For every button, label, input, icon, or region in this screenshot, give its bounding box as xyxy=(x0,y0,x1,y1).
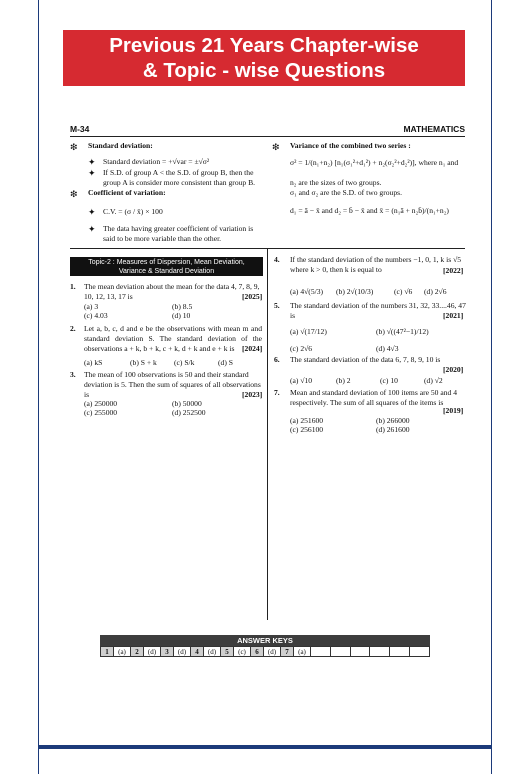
answer-key-question: 6 xyxy=(251,647,264,656)
bullet-diamond-icon: ✦ xyxy=(88,207,96,217)
option-d: (d) 261600 xyxy=(376,425,410,434)
cv-formula: C.V. = (σ / x̄) × 100 xyxy=(103,207,163,216)
option-a: (a) kS xyxy=(84,358,103,367)
answer-key-answer: (c) xyxy=(234,647,251,656)
answer-key-question: 1 xyxy=(101,647,114,656)
question-number: 2. xyxy=(70,324,76,333)
bullet-diamond-icon: ✦ xyxy=(88,224,96,234)
option-b: (b) 2 xyxy=(336,376,351,385)
sd-note: If S.D. of group A < the S.D. of group B, then the group A is consider more consistent than group B. xyxy=(103,168,256,187)
question-text: The mean deviation about the mean for the data 4, 7, 8, 9, 10, 12, 13, 17 is xyxy=(84,282,260,301)
answer-key-answer: (a) xyxy=(294,647,311,656)
bullet-star-icon: ❇ xyxy=(70,189,78,199)
option-d: (d) 252500 xyxy=(172,408,206,417)
option-b: (b) 8.5 xyxy=(172,302,193,311)
answer-key-answer: (d) xyxy=(204,647,221,656)
option-c: (c) 2√6 xyxy=(290,344,313,353)
answer-key-empty-cell xyxy=(311,647,331,656)
answer-key-empty-cell xyxy=(351,647,371,656)
banner-line-2: & Topic - wise Questions xyxy=(142,59,386,82)
question-text: The standard deviation of the numbers 31, 32, 33....46, 47 is xyxy=(290,301,466,320)
answer-key-empty-cell xyxy=(410,647,429,656)
question-text: The standard deviation of the data 6, 7, 8, 9, 10 is xyxy=(290,355,441,364)
question-year: [2019] xyxy=(443,406,464,415)
subject-title: MATHEMATICS xyxy=(403,124,465,134)
bullet-diamond-icon: ✦ xyxy=(88,157,96,167)
question-year: [2023] xyxy=(242,390,263,399)
question-number: 4. xyxy=(274,255,280,264)
option-b: (b) 266000 xyxy=(376,416,410,425)
sd-heading: Standard deviation: xyxy=(88,141,153,150)
question-year: [2020] xyxy=(443,365,464,374)
option-c: (c) 10 xyxy=(380,376,398,385)
header-rule xyxy=(70,136,465,137)
answer-key-answer: (d) xyxy=(264,647,281,656)
cv-note: The data having greater coefficient of variation is said to be more variable than the other. xyxy=(103,224,254,243)
answer-key-answer: (a) xyxy=(114,647,131,656)
option-d: (d) 10 xyxy=(172,311,191,320)
combined-variance-d-formula: d₁ = ā − x̄ and d₂ = b̄ − x̄ and x̄ = (n₁ā + n₂b̄)/(n₁+n₂) xyxy=(290,206,449,215)
question-text: The mean of 100 observations is 50 and their standard deviation is 5. Then the sum of squares of all observations is xyxy=(84,370,261,399)
answer-key-question: 4 xyxy=(191,647,204,656)
answer-key-empty-cell xyxy=(331,647,351,656)
option-b: (b) 2√(10/3) xyxy=(336,287,374,296)
option-a: (a) √10 xyxy=(290,376,313,385)
sd-formula: Standard deviation = +√var = ±√σ² xyxy=(103,157,210,166)
option-b: (b) 50000 xyxy=(172,399,202,408)
answer-key-question: 3 xyxy=(161,647,174,656)
answer-key-question: 7 xyxy=(281,647,294,656)
question-text: Mean and standard deviation of 100 items are 50 and 4 respectively. The sum of all squares of the items is xyxy=(290,388,458,407)
question-number: 3. xyxy=(70,370,76,379)
cv-heading: Coefficient of variation: xyxy=(88,188,166,197)
option-a: (a) 4√(5/3) xyxy=(290,287,324,296)
option-c: (c) S/k xyxy=(174,358,195,367)
question-number: 1. xyxy=(70,282,76,291)
option-c: (c) √6 xyxy=(394,287,413,296)
option-b: (b) S + k xyxy=(130,358,157,367)
bullet-diamond-icon: ✦ xyxy=(88,168,96,178)
column-divider xyxy=(267,248,268,620)
option-c: (c) 256100 xyxy=(290,425,324,434)
combined-variance-note-2: σ₁ and σ₂ are the S.D. of two groups. xyxy=(290,188,402,197)
option-c: (c) 255000 xyxy=(84,408,118,417)
option-c: (c) 4.03 xyxy=(84,311,108,320)
question-year: [2021] xyxy=(443,311,464,320)
question-text: If the standard deviation of the numbers −1, 0, 1, k is √5 where k > 0, then k is equal to xyxy=(290,255,462,274)
option-a: (a) 3 xyxy=(84,302,99,311)
question-text: Let a, b, c, d and e be the observations with mean m and standard deviation S. The standard deviation of the observations a + k, b + k, c + k, d + k and e + k is xyxy=(84,324,262,353)
bullet-star-icon: ❇ xyxy=(70,142,78,152)
option-a: (a) √(17/12) xyxy=(290,327,327,336)
answer-keys-title: ANSWER KEYS xyxy=(100,635,430,646)
question-year: [2024] xyxy=(242,344,263,353)
combined-variance-formula: σ² = 1/(n₁+n₂) [n₁(σ₁²+d₁²) + n₂(σ₂²+d₂²)], where n₁ and xyxy=(290,158,459,167)
question-7 xyxy=(274,388,466,407)
question-number: 7. xyxy=(274,388,280,397)
option-d: (d) 2√6 xyxy=(424,287,447,296)
question-6 xyxy=(274,355,466,365)
answer-key-answer: (d) xyxy=(144,647,161,656)
question-number: 5. xyxy=(274,301,280,310)
option-d: (d) √2 xyxy=(424,376,443,385)
answer-key-empty-cell xyxy=(390,647,410,656)
running-header xyxy=(70,124,465,136)
option-d: (d) S xyxy=(218,358,233,367)
question-year: [2022] xyxy=(443,266,464,275)
answer-key-question: 2 xyxy=(131,647,144,656)
answer-key-question: 5 xyxy=(221,647,234,656)
combined-variance-heading: Variance of the combined two series : xyxy=(290,141,411,150)
answer-key-answer: (d) xyxy=(174,647,191,656)
option-a: (a) 251600 xyxy=(290,416,324,425)
question-year: [2025] xyxy=(242,292,263,301)
bullet-star-icon: ❇ xyxy=(272,142,280,152)
topic-heading: Topic-2 : Measures of Dispersion, Mean Deviation, Variance & Standard Deviation xyxy=(70,257,263,276)
option-b: (b) √((47²−1)/12) xyxy=(376,327,429,336)
answer-key-empty-cell xyxy=(370,647,390,656)
question-number: 6. xyxy=(274,355,280,364)
chapter-banner xyxy=(63,30,465,86)
combined-variance-note-1: n₂ are the sizes of two groups. xyxy=(290,178,382,187)
answer-keys-row xyxy=(100,646,430,657)
page-frame-bottom xyxy=(38,745,492,749)
option-d: (d) 4√3 xyxy=(376,344,399,353)
banner-line-1: Previous 21 Years Chapter-wise xyxy=(109,34,419,57)
option-a: (a) 250000 xyxy=(84,399,118,408)
page-number: M-34 xyxy=(70,124,90,134)
